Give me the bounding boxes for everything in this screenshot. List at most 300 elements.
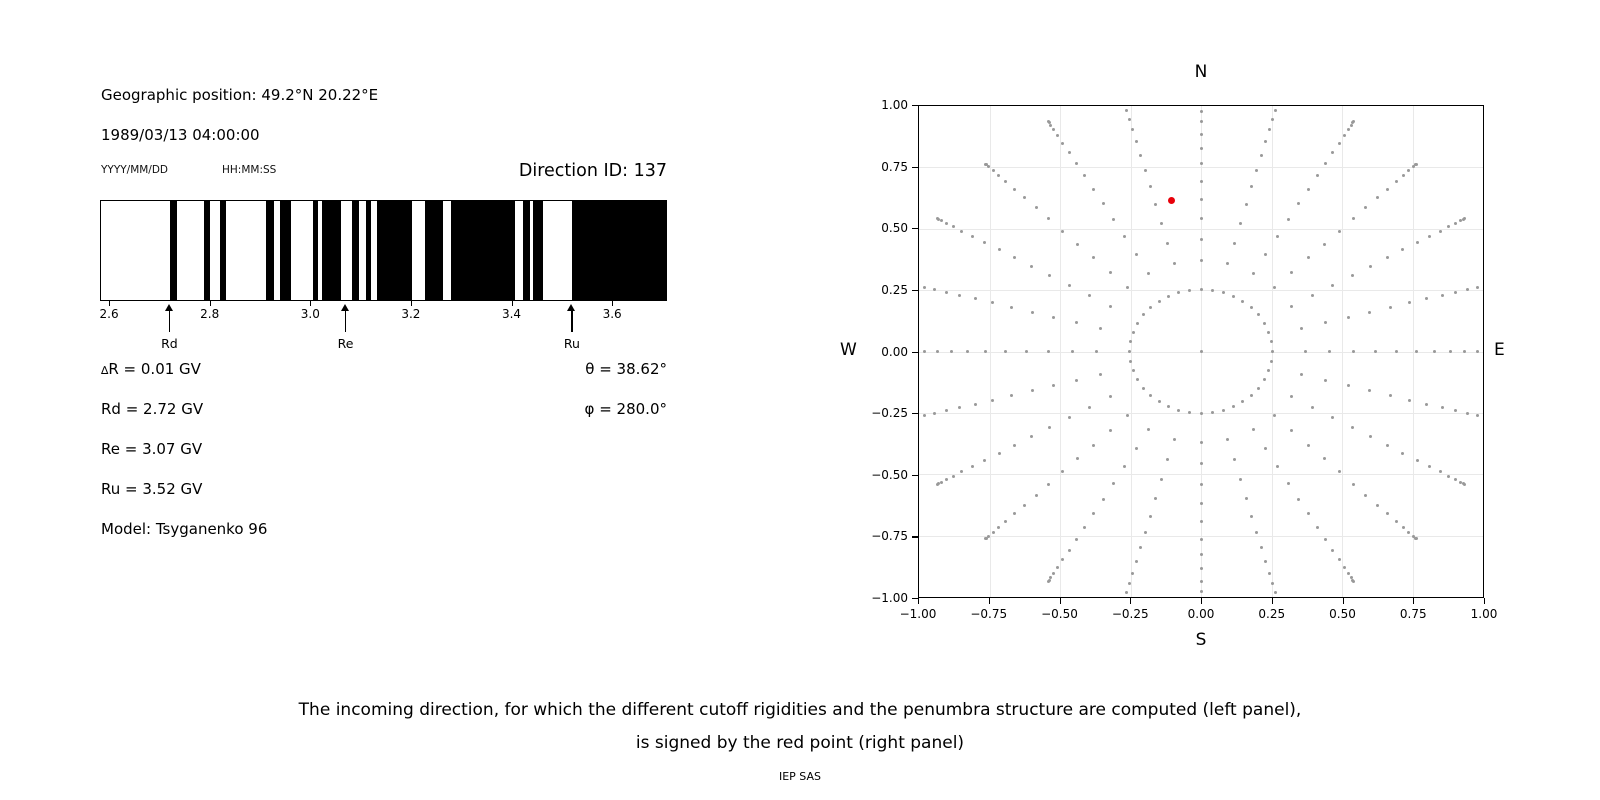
grid-spoke-dot xyxy=(984,163,987,166)
grid-spoke-dot xyxy=(1200,441,1203,444)
grid-spoke-dot xyxy=(1200,538,1203,541)
x-axis-tick-label: 0.75 xyxy=(1399,607,1427,621)
grid-spoke-dot xyxy=(1271,118,1274,121)
grid-spoke-dot xyxy=(1061,470,1064,473)
grid-spoke-dot xyxy=(1311,406,1314,409)
grid-spoke-dot xyxy=(1131,128,1134,131)
grid-spoke-dot xyxy=(1287,482,1290,485)
grid-spoke-dot xyxy=(1123,597,1126,598)
grid-spoke-dot xyxy=(1047,350,1050,353)
grid-spoke-dot xyxy=(1030,435,1033,438)
grid-spoke-dot xyxy=(1276,235,1279,238)
grid-spoke-dot xyxy=(1351,274,1354,277)
grid-spoke-dot xyxy=(1449,350,1452,353)
grid-spoke-dot xyxy=(1331,151,1334,154)
barcode-tick-label: 3.6 xyxy=(602,307,622,321)
grid-spoke-dot xyxy=(1200,567,1203,570)
grid-spoke-dot xyxy=(1439,470,1442,473)
grid-spoke-dot xyxy=(923,286,926,289)
credit-label: IEP SAS xyxy=(778,770,822,783)
barcode-tick xyxy=(109,301,110,306)
cutoff-arrow-label: Rd xyxy=(161,336,178,351)
gridline-horizontal xyxy=(919,536,1483,537)
grid-spoke-dot xyxy=(1331,416,1334,419)
grid-ring-dot xyxy=(1263,322,1266,325)
grid-spoke-dot xyxy=(1004,350,1007,353)
grid-spoke-dot xyxy=(983,459,986,462)
grid-spoke-dot xyxy=(960,230,963,233)
grid-spoke-dot xyxy=(1290,305,1293,308)
grid-ring-dot xyxy=(1149,394,1152,397)
grid-ring-dot xyxy=(1167,405,1170,408)
barcode-tick-label: 3.2 xyxy=(401,307,421,321)
x-axis-tick xyxy=(1343,598,1344,604)
grid-spoke-dot xyxy=(1273,414,1276,417)
grid-spoke-dot xyxy=(1415,163,1418,166)
grid-spoke-dot xyxy=(1368,311,1371,314)
grid-spoke-dot xyxy=(1255,169,1258,172)
grid-spoke-dot xyxy=(1052,384,1055,387)
grid-spoke-dot xyxy=(958,294,961,297)
grid-spoke-dot xyxy=(1092,188,1095,191)
grid-spoke-dot xyxy=(1075,538,1078,541)
grid-spoke-dot xyxy=(1338,558,1341,561)
x-axis-tick xyxy=(1130,598,1131,604)
grid-spoke-dot xyxy=(1049,124,1052,127)
grid-ring-dot xyxy=(1211,411,1214,414)
grid-spoke-dot xyxy=(1031,311,1034,314)
grid-spoke-dot xyxy=(1343,566,1346,569)
grid-spoke-dot xyxy=(936,350,939,353)
grid-spoke-dot xyxy=(1454,291,1457,294)
grid-spoke-dot xyxy=(1307,444,1310,447)
grid-spoke-dot xyxy=(1324,379,1327,382)
grid-spoke-dot xyxy=(1010,306,1013,309)
grid-spoke-dot xyxy=(1128,118,1131,121)
forbidden-band xyxy=(377,201,412,300)
grid-spoke-dot xyxy=(966,350,969,353)
grid-spoke-dot xyxy=(1200,502,1203,505)
grid-spoke-dot xyxy=(1401,248,1404,251)
forbidden-band xyxy=(322,201,342,300)
grid-spoke-dot xyxy=(1338,142,1341,145)
x-axis-tick-label: 0.25 xyxy=(1258,607,1286,621)
grid-spoke-dot xyxy=(1287,218,1290,221)
grid-spoke-dot xyxy=(1200,238,1203,241)
grid-spoke-dot xyxy=(1092,256,1095,259)
grid-ring-dot xyxy=(1250,394,1253,397)
grid-spoke-dot xyxy=(1088,294,1091,297)
re-value: Re = 3.07 GV xyxy=(101,440,203,458)
forbidden-band xyxy=(220,201,226,300)
grid-ring-dot xyxy=(1177,409,1180,412)
grid-spoke-dot xyxy=(974,297,977,300)
grid-ring-dot xyxy=(1232,405,1235,408)
grid-spoke-dot xyxy=(1071,350,1074,353)
grid-spoke-dot xyxy=(1273,286,1276,289)
y-axis-tick-label: −1.00 xyxy=(871,591,908,605)
grid-spoke-dot xyxy=(1476,350,1479,353)
grid-spoke-dot xyxy=(1023,504,1026,507)
grid-spoke-dot xyxy=(1297,202,1300,205)
grid-spoke-dot xyxy=(1260,154,1263,157)
grid-spoke-dot xyxy=(1331,284,1334,287)
y-axis-tick xyxy=(912,536,918,537)
forbidden-band xyxy=(451,201,514,300)
delta-r-value: ∆R = 0.01 GV xyxy=(101,360,201,378)
grid-spoke-dot xyxy=(1166,242,1169,245)
grid-spoke-dot xyxy=(983,241,986,244)
grid-spoke-dot xyxy=(1369,435,1372,438)
grid-spoke-dot xyxy=(1389,394,1392,397)
grid-spoke-dot xyxy=(1200,580,1203,583)
grid-ring-dot xyxy=(1200,288,1203,291)
grid-spoke-dot xyxy=(940,219,943,222)
grid-spoke-dot xyxy=(1250,515,1253,518)
grid-ring-dot xyxy=(1129,360,1132,363)
grid-ring-dot xyxy=(1188,411,1191,414)
grid-spoke-dot xyxy=(1010,394,1013,397)
grid-ring-dot xyxy=(1263,378,1266,381)
grid-spoke-dot xyxy=(1200,590,1203,593)
grid-spoke-dot xyxy=(1075,162,1078,165)
grid-spoke-dot xyxy=(1125,591,1128,594)
forbidden-band xyxy=(280,201,292,300)
time-format-label: HH:MM:SS xyxy=(222,164,277,176)
barcode-tick-label: 2.8 xyxy=(200,307,220,321)
grid-spoke-dot xyxy=(1056,134,1059,137)
gridline-horizontal xyxy=(919,474,1483,475)
grid-spoke-dot xyxy=(1351,426,1354,429)
grid-spoke-dot xyxy=(1048,274,1051,277)
grid-spoke-dot xyxy=(1135,447,1138,450)
grid-spoke-dot xyxy=(1386,188,1389,191)
grid-ring-dot xyxy=(1129,340,1132,343)
grid-spoke-dot xyxy=(1264,447,1267,450)
grid-spoke-dot xyxy=(940,481,943,484)
penumbra-barcode-plot xyxy=(100,200,667,301)
grid-spoke-dot xyxy=(1352,483,1355,486)
grid-spoke-dot xyxy=(1338,470,1341,473)
grid-spoke-dot xyxy=(1135,140,1138,143)
grid-spoke-dot xyxy=(1368,389,1371,392)
cutoff-arrow-stem xyxy=(169,311,170,332)
grid-spoke-dot xyxy=(1099,373,1102,376)
grid-spoke-dot xyxy=(1407,531,1410,534)
grid-spoke-dot xyxy=(1109,305,1112,308)
grid-spoke-dot xyxy=(1260,546,1263,549)
grid-spoke-dot xyxy=(1200,259,1203,262)
grid-spoke-dot xyxy=(1013,188,1016,191)
grid-ring-dot xyxy=(1132,331,1135,334)
y-axis-tick xyxy=(912,290,918,291)
grid-spoke-dot xyxy=(1408,399,1411,402)
grid-spoke-dot xyxy=(950,350,953,353)
grid-spoke-dot xyxy=(1347,128,1350,131)
grid-spoke-dot xyxy=(1328,350,1331,353)
grid-spoke-dot xyxy=(1013,444,1016,447)
y-axis-tick-label: 0.75 xyxy=(881,159,908,174)
x-axis-tick-label: 0.50 xyxy=(1329,607,1356,621)
cutoff-arrow-stem xyxy=(571,311,572,332)
grid-spoke-dot xyxy=(1415,537,1418,540)
grid-spoke-dot xyxy=(1200,133,1203,136)
grid-spoke-dot xyxy=(1255,531,1258,534)
grid-spoke-dot xyxy=(1425,403,1428,406)
grid-ring-dot xyxy=(1132,369,1135,372)
grid-spoke-dot xyxy=(1173,438,1176,441)
grid-spoke-dot xyxy=(1439,230,1442,233)
grid-spoke-dot xyxy=(1466,412,1469,415)
grid-ring-dot xyxy=(1222,291,1225,294)
x-axis-tick xyxy=(1060,598,1061,604)
grid-spoke-dot xyxy=(1109,395,1112,398)
grid-spoke-dot xyxy=(1052,128,1055,131)
grid-spoke-dot xyxy=(991,301,994,304)
grid-spoke-dot xyxy=(1031,389,1034,392)
grid-spoke-dot xyxy=(1323,457,1326,460)
grid-spoke-dot xyxy=(958,406,961,409)
grid-spoke-dot xyxy=(1061,142,1064,145)
grid-ring-dot xyxy=(1241,400,1244,403)
direction-scatter-plot xyxy=(918,105,1484,598)
grid-spoke-dot xyxy=(1166,458,1169,461)
grid-spoke-dot xyxy=(1109,271,1112,274)
grid-spoke-dot xyxy=(1126,286,1129,289)
x-axis-tick-label: 0.00 xyxy=(1187,607,1215,621)
grid-spoke-dot xyxy=(945,478,948,481)
grid-ring-dot xyxy=(1211,289,1214,292)
grid-spoke-dot xyxy=(998,248,1001,251)
grid-spoke-dot xyxy=(1200,462,1203,465)
grid-spoke-dot xyxy=(1463,483,1466,486)
grid-spoke-dot xyxy=(1466,288,1469,291)
grid-spoke-dot xyxy=(1268,572,1271,575)
grid-spoke-dot xyxy=(1076,457,1079,460)
grid-spoke-dot xyxy=(1274,591,1277,594)
forbidden-band xyxy=(170,201,177,300)
grid-ring-dot xyxy=(1270,360,1273,363)
grid-ring-dot xyxy=(1136,322,1139,325)
grid-spoke-dot xyxy=(1200,120,1203,123)
grid-ring-dot xyxy=(1142,313,1145,316)
grid-spoke-dot xyxy=(998,452,1001,455)
grid-spoke-dot xyxy=(1352,350,1355,353)
grid-spoke-dot xyxy=(1252,428,1255,431)
grid-spoke-dot xyxy=(1316,174,1319,177)
y-axis-tick-label: 0.00 xyxy=(881,344,908,359)
grid-spoke-dot xyxy=(1300,373,1303,376)
grid-spoke-dot xyxy=(1200,520,1203,523)
grid-ring-dot xyxy=(1188,289,1191,292)
grid-ring-dot xyxy=(1257,387,1260,390)
grid-spoke-dot xyxy=(997,526,1000,529)
y-axis-tick-label: −0.25 xyxy=(871,406,908,421)
cutoff-arrow-label: Ru xyxy=(563,336,580,351)
grid-spoke-dot xyxy=(1307,256,1310,259)
x-axis-tick-label: 1.00 xyxy=(1470,607,1498,621)
grid-spoke-dot xyxy=(1076,243,1079,246)
grid-spoke-dot xyxy=(1144,531,1147,534)
grid-spoke-dot xyxy=(1233,242,1236,245)
grid-spoke-dot xyxy=(936,483,939,486)
grid-spoke-dot xyxy=(1154,497,1157,500)
grid-spoke-dot xyxy=(984,537,987,540)
grid-spoke-dot xyxy=(933,412,936,415)
grid-spoke-dot xyxy=(1149,515,1152,518)
forbidden-band xyxy=(352,201,359,300)
y-axis-tick-label: 0.25 xyxy=(881,282,908,297)
compass-south-label: S xyxy=(1195,630,1207,650)
grid-spoke-dot xyxy=(1200,483,1203,486)
grid-spoke-dot xyxy=(1389,306,1392,309)
grid-spoke-dot xyxy=(1245,203,1248,206)
grid-ring-dot xyxy=(1250,306,1253,309)
caption-line1: The incoming direction, for which the different cutoff rigidities and the penumbra structure are computed (left panel), xyxy=(298,700,1302,720)
y-axis-tick xyxy=(912,352,918,353)
phi-value: φ = 280.0° xyxy=(584,400,667,418)
x-axis-tick-label: −1.00 xyxy=(899,607,937,621)
grid-spoke-dot xyxy=(1324,538,1327,541)
grid-spoke-dot xyxy=(1428,465,1431,468)
x-axis-tick xyxy=(918,598,919,604)
x-axis-tick xyxy=(1484,598,1485,604)
x-axis-tick xyxy=(1413,598,1414,604)
grid-spoke-dot xyxy=(1352,120,1355,123)
grid-spoke-dot xyxy=(945,222,948,225)
grid-spoke-dot xyxy=(1013,256,1016,259)
y-axis-tick-label: −0.75 xyxy=(871,529,908,544)
forbidden-band xyxy=(266,201,274,300)
grid-spoke-dot xyxy=(1352,580,1355,583)
grid-spoke-dot xyxy=(1454,222,1457,225)
grid-spoke-dot xyxy=(1147,428,1150,431)
grid-spoke-dot xyxy=(1102,498,1105,501)
y-axis-tick xyxy=(912,475,918,476)
grid-spoke-dot xyxy=(1025,350,1028,353)
grid-spoke-dot xyxy=(933,288,936,291)
grid-spoke-dot xyxy=(1112,482,1115,485)
cutoff-arrow-stem xyxy=(345,311,346,332)
grid-spoke-dot xyxy=(1200,162,1203,165)
grid-spoke-dot xyxy=(1364,206,1367,209)
grid-spoke-dot xyxy=(1276,105,1279,106)
grid-spoke-dot xyxy=(1068,416,1071,419)
grid-spoke-dot xyxy=(1245,497,1248,500)
barcode-tick xyxy=(411,301,412,306)
grid-ring-dot xyxy=(1200,412,1203,415)
grid-spoke-dot xyxy=(1304,350,1307,353)
grid-spoke-dot xyxy=(1139,154,1142,157)
grid-spoke-dot xyxy=(1441,294,1444,297)
grid-spoke-dot xyxy=(1307,188,1310,191)
grid-spoke-dot xyxy=(1264,253,1267,256)
grid-spoke-dot xyxy=(1416,459,1419,462)
forbidden-band xyxy=(533,201,543,300)
grid-spoke-dot xyxy=(1428,235,1431,238)
grid-spoke-dot xyxy=(1075,379,1078,382)
grid-spoke-dot xyxy=(945,291,948,294)
grid-spoke-dot xyxy=(1144,169,1147,172)
barcode-tick xyxy=(310,301,311,306)
x-axis-tick xyxy=(989,598,990,604)
grid-spoke-dot xyxy=(1239,478,1242,481)
x-axis-tick-label: −0.25 xyxy=(1111,607,1149,621)
grid-spoke-dot xyxy=(1102,202,1105,205)
grid-spoke-dot xyxy=(1307,512,1310,515)
ru-value: Ru = 3.52 GV xyxy=(101,480,203,498)
grid-spoke-dot xyxy=(1376,196,1379,199)
grid-spoke-dot xyxy=(1035,206,1038,209)
grid-spoke-dot xyxy=(1324,321,1327,324)
grid-spoke-dot xyxy=(1149,185,1152,188)
grid-spoke-dot xyxy=(1035,494,1038,497)
grid-spoke-dot xyxy=(1068,284,1071,287)
grid-ring-dot xyxy=(1271,350,1274,353)
barcode-tick xyxy=(210,301,211,306)
grid-spoke-dot xyxy=(1092,444,1095,447)
forbidden-band xyxy=(204,201,210,300)
grid-spoke-dot xyxy=(1290,395,1293,398)
grid-spoke-dot xyxy=(1068,151,1071,154)
compass-north-label: N xyxy=(1194,62,1208,82)
grid-spoke-dot xyxy=(1311,294,1314,297)
grid-spoke-dot xyxy=(1276,465,1279,468)
grid-spoke-dot xyxy=(1047,580,1050,583)
direction-id-title: Direction ID: 137 xyxy=(518,161,667,181)
grid-ring-dot xyxy=(1136,378,1139,381)
grid-spoke-dot xyxy=(1052,572,1055,575)
grid-spoke-dot xyxy=(1476,286,1479,289)
grid-spoke-dot xyxy=(1271,582,1274,585)
forbidden-band xyxy=(313,201,318,300)
grid-spoke-dot xyxy=(1154,203,1157,206)
grid-spoke-dot xyxy=(1200,553,1203,556)
grid-spoke-dot xyxy=(1338,230,1341,233)
grid-spoke-dot xyxy=(1160,222,1163,225)
grid-spoke-dot xyxy=(971,235,974,238)
grid-spoke-dot xyxy=(1323,243,1326,246)
gridline-horizontal xyxy=(919,229,1483,230)
grid-spoke-dot xyxy=(1131,572,1134,575)
grid-spoke-dot xyxy=(984,350,987,353)
grid-spoke-dot xyxy=(1331,549,1334,552)
grid-spoke-dot xyxy=(1135,560,1138,563)
forbidden-band xyxy=(572,201,666,300)
grid-spoke-dot xyxy=(1088,406,1091,409)
grid-ring-dot xyxy=(1257,313,1260,316)
compass-east-label: E xyxy=(1494,340,1505,360)
grid-spoke-dot xyxy=(1095,350,1098,353)
cutoff-arrow-head xyxy=(341,304,349,311)
grid-spoke-dot xyxy=(1239,222,1242,225)
grid-spoke-dot xyxy=(1109,429,1112,432)
grid-ring-dot xyxy=(1267,369,1270,372)
grid-spoke-dot xyxy=(1075,321,1078,324)
grid-spoke-dot xyxy=(1425,297,1428,300)
barcode-tick xyxy=(612,301,613,306)
grid-spoke-dot xyxy=(1004,180,1007,183)
grid-spoke-dot xyxy=(1395,350,1398,353)
grid-spoke-dot xyxy=(1268,128,1271,131)
grid-ring-dot xyxy=(1177,291,1180,294)
cutoff-arrow-head xyxy=(165,304,173,311)
compass-west-label: W xyxy=(840,340,857,360)
grid-spoke-dot xyxy=(1408,301,1411,304)
barcode-tick-label: 2.6 xyxy=(99,307,119,321)
caption-line2: is signed by the red point (right panel) xyxy=(635,733,965,753)
grid-spoke-dot xyxy=(1139,546,1142,549)
